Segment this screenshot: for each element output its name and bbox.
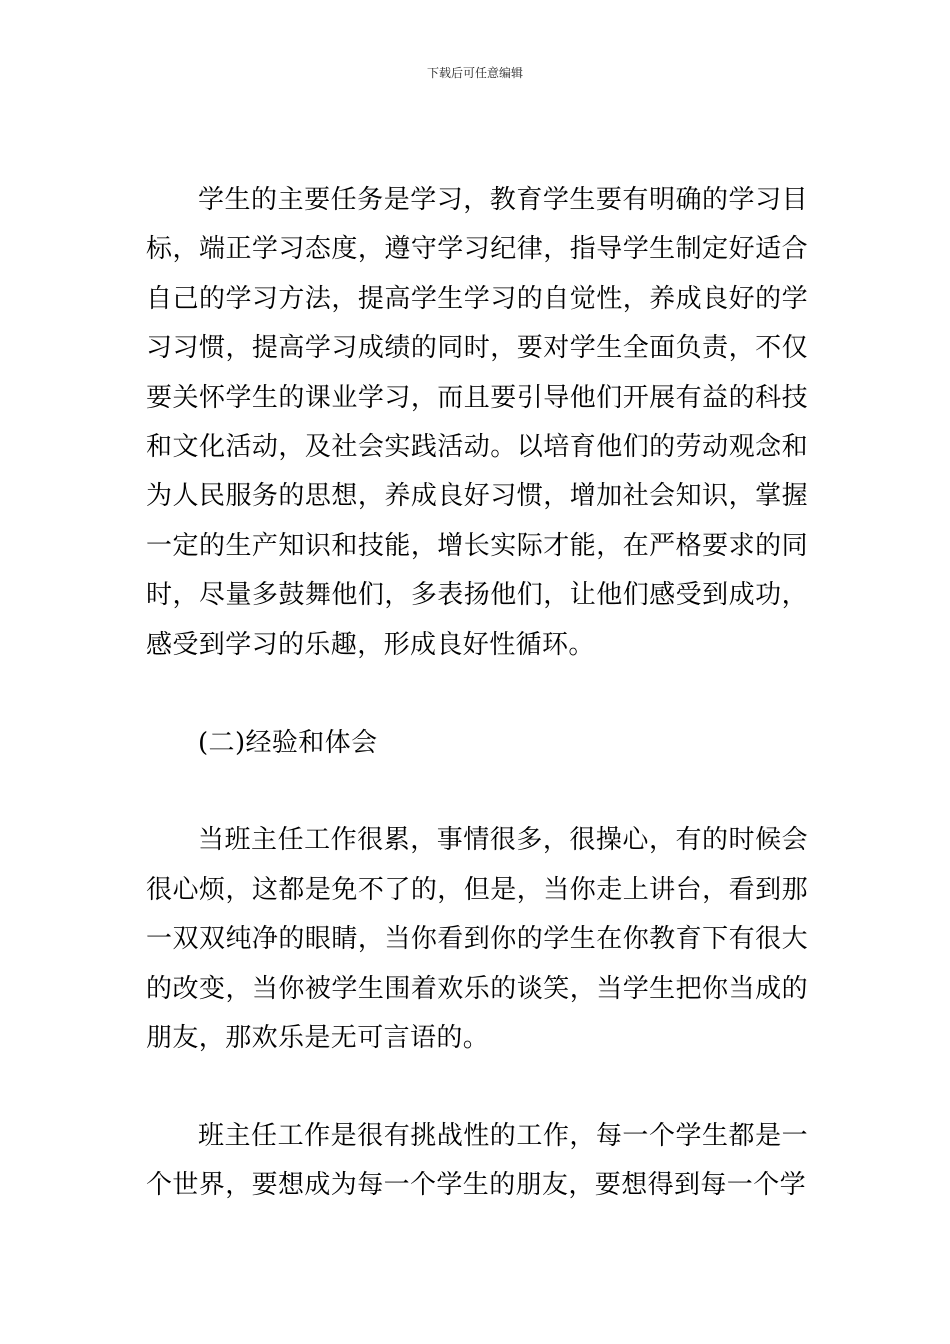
paragraph-teacher-feelings: 当班主任工作很累，事情很多，很操心，有的时候会很心烦，这都是免不了的，但是，当你走上讲台，看到那一双双纯净的眼睛，当你看到你的学生在你教育下有很大的改变，当你被学生围着欢乐的谈笑，当学生把你当成的朋友，那欢乐是无可言语的。 — [146, 825, 808, 1054]
paragraph-challenge: 班主任工作是很有挑战性的工作，每一个学生都是一个世界，要想成为每一个学生的朋友，要想得到每一个学 — [146, 1120, 808, 1200]
section-heading-experience: (二)经验和体会 — [198, 728, 378, 759]
document-body — [146, 176, 808, 1210]
page-header-note: 下载后可任意编辑 — [426, 66, 523, 80]
paragraph-learning-tasks: 学生的主要任务是学习，教育学生要有明确的学习目标，端正学习态度，遵守学习纪律，指导学生制定好适合自己的学习方法，提高学生学习的自觉性，养成良好的学习习惯，提高学习成绩的同时，要对学生全面负责，不仅要关怀学生的课业学习，而且要引导他们开展有益的科技和文化活动，及社会实践活动。以培育他们的劳动观念和为人民服务的思想，养成良好习惯，增加社会知识，掌握一定的生产知识和技能，增长实际才能，在严格要求的同时，尽量多鼓舞他们，多表扬他们，让他们感受到成功，感受到学习的乐趣，形成良好性循环。 — [146, 185, 808, 660]
